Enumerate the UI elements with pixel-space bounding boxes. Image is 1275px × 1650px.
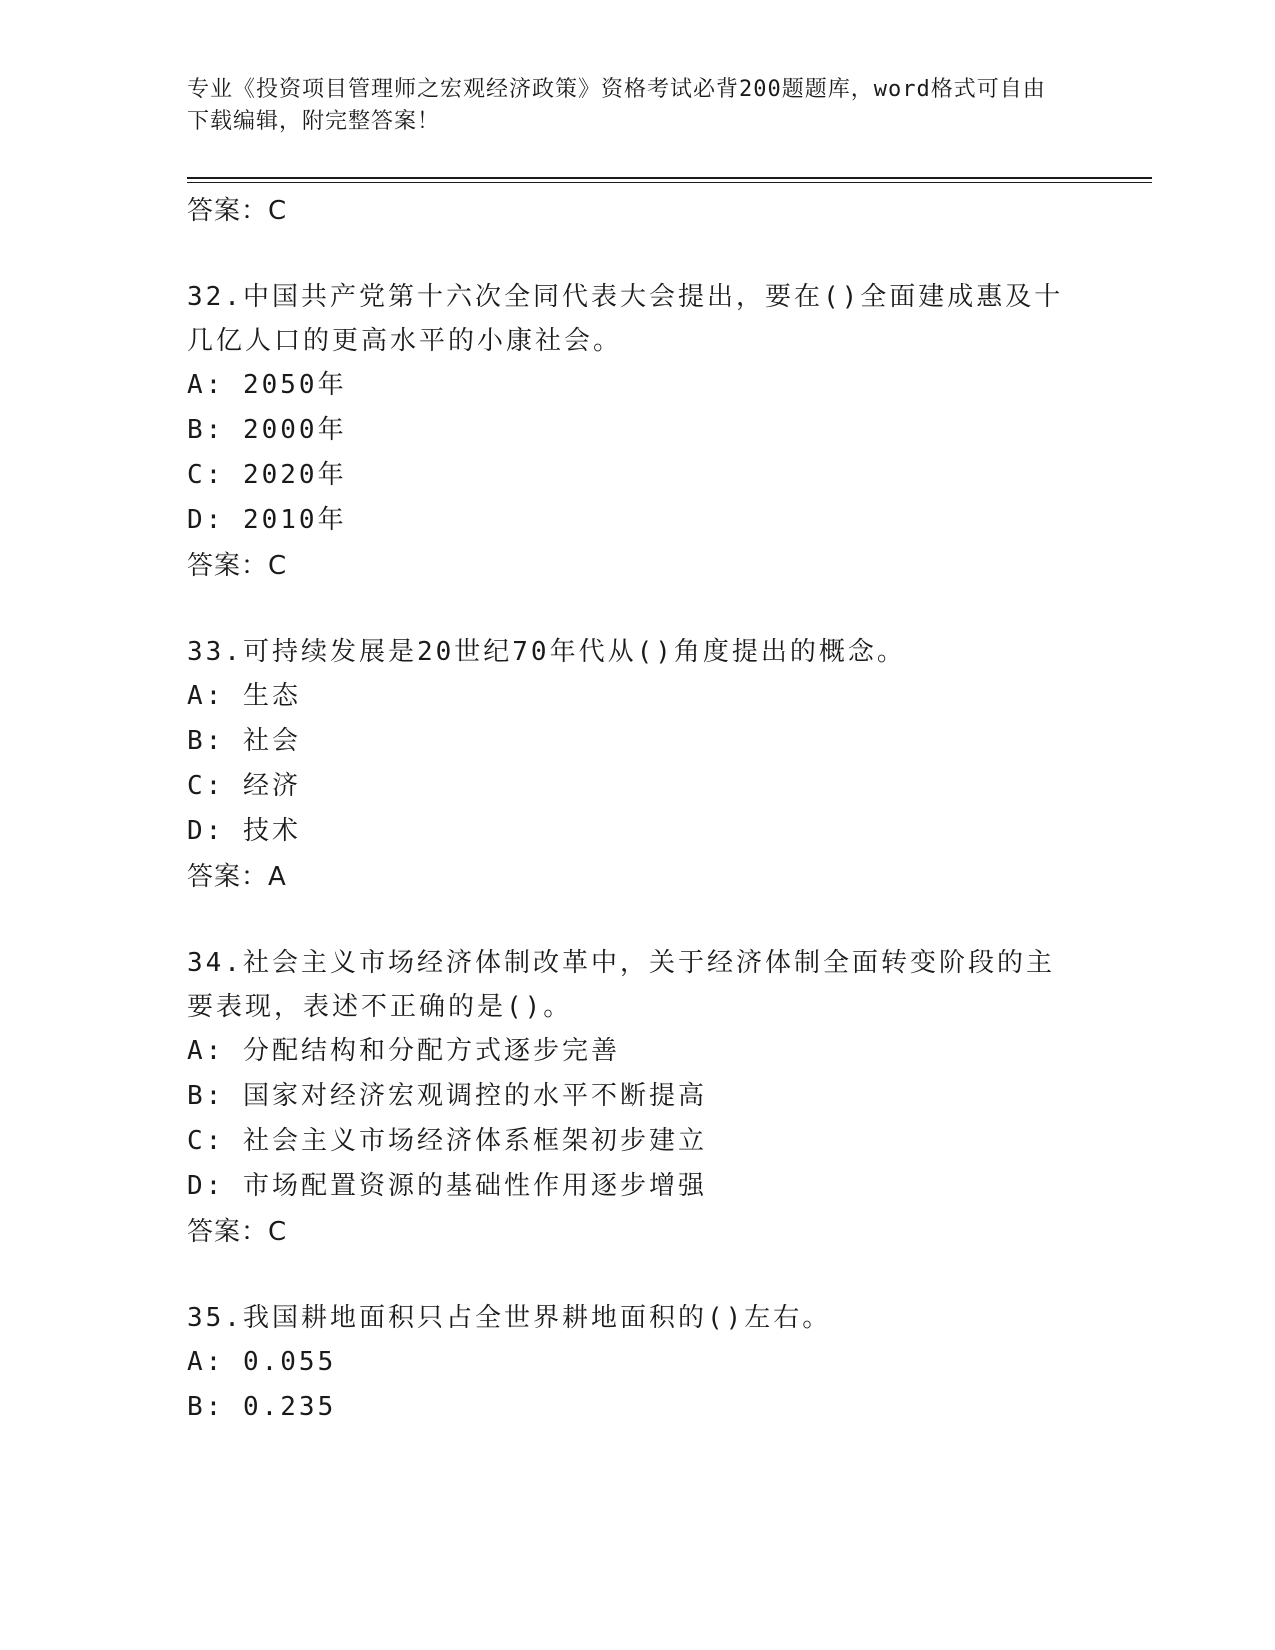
option-c: C: 社会主义市场经济体系框架初步建立 [187, 1126, 707, 1156]
answer: 答案：A [187, 862, 287, 892]
option-b: B: 社会 [187, 726, 301, 756]
option-a: A: 0.055 [187, 1347, 337, 1377]
question-35 [187, 1296, 1087, 1430]
option-a: A: 生态 [187, 681, 301, 711]
option-c: C: 经济 [187, 771, 301, 801]
option-c: C: 2020年 [187, 460, 347, 490]
question-stem: 34.社会主义市场经济体制改革中，关于经济体制全面转变阶段的主要表现，表述不正确的是()。 [187, 948, 1055, 1022]
document-body [187, 188, 1087, 1430]
question-33 [187, 630, 1087, 900]
answer-31: 答案：C [187, 196, 288, 226]
option-d: D: 2010年 [187, 505, 347, 535]
header-rule-thin [187, 182, 1152, 183]
answer: 答案：C [187, 551, 288, 581]
option-b: B: 2000年 [187, 415, 347, 445]
header-rule-thick [187, 177, 1152, 179]
option-a: A: 分配结构和分配方式逐步完善 [187, 1036, 620, 1066]
option-b: B: 0.235 [187, 1392, 337, 1422]
option-d: D: 技术 [187, 816, 301, 846]
question-stem: 32.中国共产党第十六次全同代表大会提出，要在()全面建成惠及十几亿人口的更高水平的小康社会。 [187, 282, 1064, 356]
option-a: A: 2050年 [187, 370, 347, 400]
page-header: 专业《投资项目管理师之宏观经济政策》资格考试必背200题题库，word格式可自由下载编辑，附完整答案！ [187, 77, 1046, 134]
question-stem: 35.我国耕地面积只占全世界耕地面积的()左右。 [187, 1303, 832, 1333]
answer: 答案：C [187, 1217, 288, 1247]
option-b: B: 国家对经济宏观调控的水平不断提高 [187, 1081, 707, 1111]
question-32 [187, 275, 1087, 589]
question-stem: 33.可持续发展是20世纪70年代从()角度提出的概念。 [187, 637, 906, 667]
question-34 [187, 941, 1087, 1255]
option-d: D: 市场配置资源的基础性作用逐步增强 [187, 1171, 707, 1201]
